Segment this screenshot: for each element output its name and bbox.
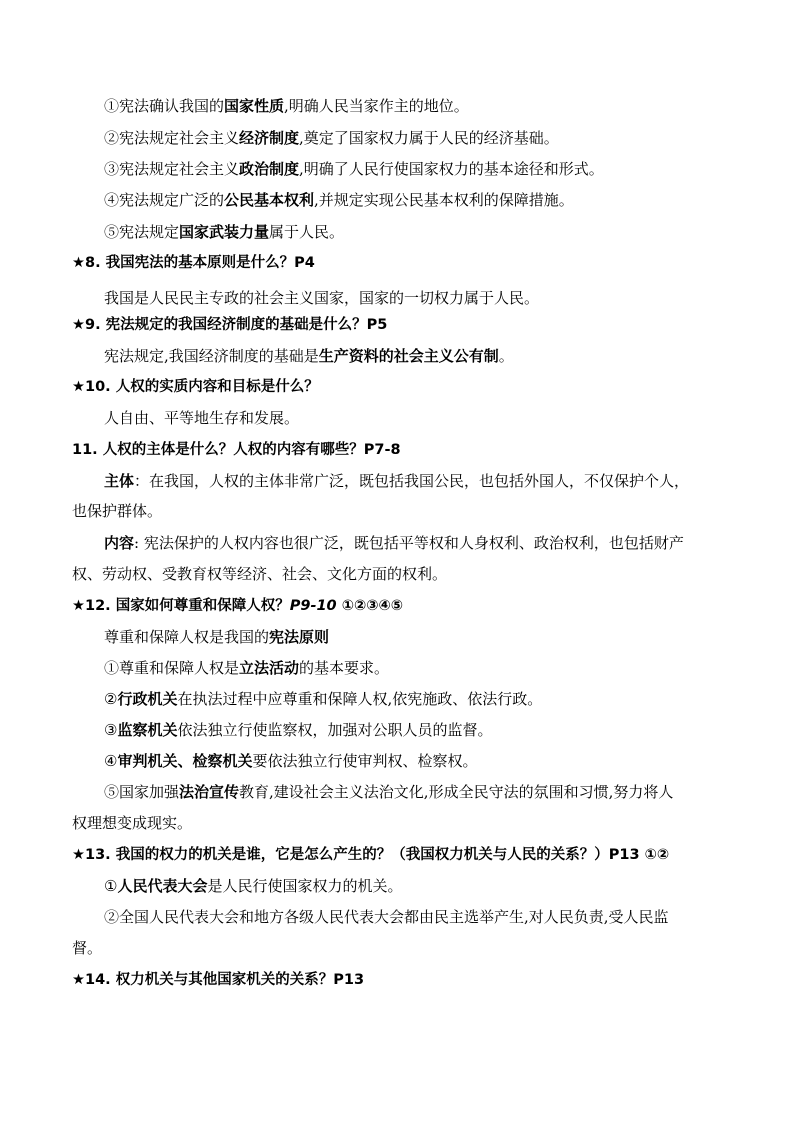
- answer-text: 人自由、平等地生存和发展。: [104, 409, 300, 427]
- list-item: ⑤宪法规定国家武装力量属于人民。: [104, 223, 345, 241]
- answer-text: 尊重和保障人权是我国的宪法原则: [104, 628, 330, 646]
- answer-text: 内容: 宪法保护的人权内容也很广泛，既包括平等权和人身权利、政治权利，也包括财产: [104, 534, 684, 552]
- question-heading: ★12. 国家如何尊重和保障人权？P9-10 ①②③④⑤: [72, 598, 404, 614]
- list-item: ②宪法规定社会主义经济制度,奠定了国家权力属于人民的经济基础。: [104, 129, 559, 147]
- answer-text: 主体：在我国，人权的主体非常广泛，既包括我国公民，也包括外国人，不仅保护个人，: [104, 472, 690, 490]
- answer-text: 督。: [72, 939, 103, 957]
- question-heading: ★9. 宪法规定的我国经济制度的基础是什么？P5: [72, 317, 388, 333]
- question-heading: ★8. 我国宪法的基本原则是什么？P4: [72, 255, 315, 271]
- question-heading: ★14. 权力机关与其他国家机关的关系？P13: [72, 972, 365, 988]
- answer-text: 权理想变成现实。: [72, 814, 193, 832]
- answer-text: 我国是人民民主专政的社会主义国家，国家的一切权力属于人民。: [104, 289, 540, 307]
- answer-text: 宪法规定,我国经济制度的基础是生产资料的社会主义公有制。: [104, 347, 514, 365]
- list-item: ②全国人民代表大会和地方各级人民代表大会都由民主选举产生,对人民负责,受人民监: [104, 908, 669, 926]
- answer-text: 权、劳动权、受教育权等经济、社会、文化方面的权利。: [72, 565, 448, 583]
- question-heading: ★10. 人权的实质内容和目标是什么？: [72, 379, 319, 395]
- list-item: ④审判机关、检察机关要依法独立行使审判权、检察权。: [104, 752, 478, 770]
- list-item: ③监察机关依法独立行使监察权，加强对公职人员的监督。: [104, 721, 493, 739]
- list-item: ①人民代表大会是人民行使国家权力的机关。: [104, 877, 403, 895]
- list-item: ③宪法规定社会主义政治制度,明确了人民行使国家权力的基本途径和形式。: [104, 160, 604, 178]
- question-heading: 11. 人权的主体是什么？人权的内容有哪些？P7-8: [72, 442, 401, 458]
- list-item: ①尊重和保障人权是立法活动的基本要求。: [104, 659, 390, 677]
- list-item: ①宪法确认我国的国家性质,明确人民当家作主的地位。: [104, 97, 469, 115]
- list-item: ④宪法规定广泛的公民基本权利,并规定实现公民基本权利的保障措施。: [104, 191, 574, 209]
- list-item: ②行政机关在执法过程中应尊重和保障人权,依宪施政、依法行政。: [104, 690, 543, 708]
- answer-text: 也保护群体。: [72, 502, 163, 520]
- question-heading: ★13. 我国的权力的机关是谁，它是怎么产生的？（我国权力机关与人民的关系？）P13 ①②: [72, 847, 670, 863]
- list-item: ⑤国家加强法治宣传教育,建设社会主义法治文化,形成全民守法的氛围和习惯,努力将人: [104, 783, 674, 801]
